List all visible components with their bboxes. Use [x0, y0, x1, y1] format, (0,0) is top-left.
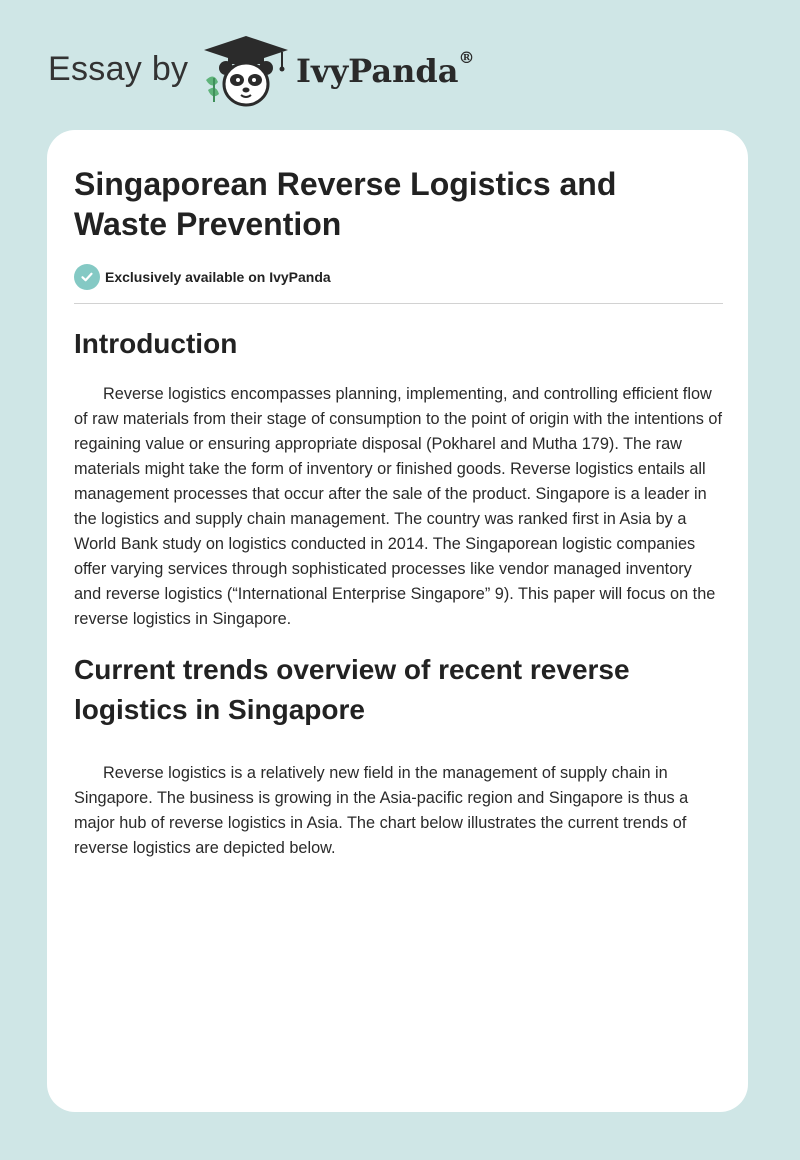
- brand-prefix: Essay by: [48, 50, 189, 88]
- exclusive-badge-text: Exclusively available on IvyPanda: [105, 269, 331, 285]
- section-current-trends: [74, 650, 722, 861]
- panda-graduate-icon[interactable]: [200, 34, 292, 110]
- check-icon: [74, 264, 100, 290]
- section-heading: Introduction: [74, 328, 238, 359]
- section-heading: Current trends overview of recent reverse logistics in Singapore: [74, 654, 630, 725]
- title-divider: [74, 303, 723, 304]
- brand-name[interactable]: IvyPanda®: [296, 48, 475, 90]
- site-header: [0, 0, 800, 130]
- section-introduction: [74, 324, 722, 632]
- article-title: Singaporean Reverse Logistics and Waste Prevention: [74, 166, 617, 242]
- exclusive-badge: [74, 264, 331, 290]
- registered-mark: ®: [458, 48, 475, 67]
- section-paragraph: Reverse logistics is a relatively new field in the management of supply chain in Singapore. The business is growing in the Asia-pacific region and Singapore is thus a major hub of reverse logistics in Asia. The chart below illustrates the current trends of reverse logistics are depicted below.: [74, 764, 689, 857]
- section-paragraph: Reverse logistics encompasses planning, implementing, and controlling efficient flow of raw materials from their stage of consumption to the point of origin with the intentions of regaining value or ensuring appropriate disposal (Pokharel and Mutha 179). The raw materials might take the form of inventory or finished goods. Reverse logistics entails all management processes that occur after the sale of the product. Singapore is a leader in the logistics and supply chain management. The country was ranked first in Asia by a World Bank study on logistics conducted in 2014. The Singaporean logistic companies offer varying services through sophisticated processes like vendor managed inventory and reverse logistics (“International Enterprise Singapore” 9). This paper will focus on the reverse logistics in Singapore.: [74, 385, 722, 628]
- article-card: [47, 130, 748, 1112]
